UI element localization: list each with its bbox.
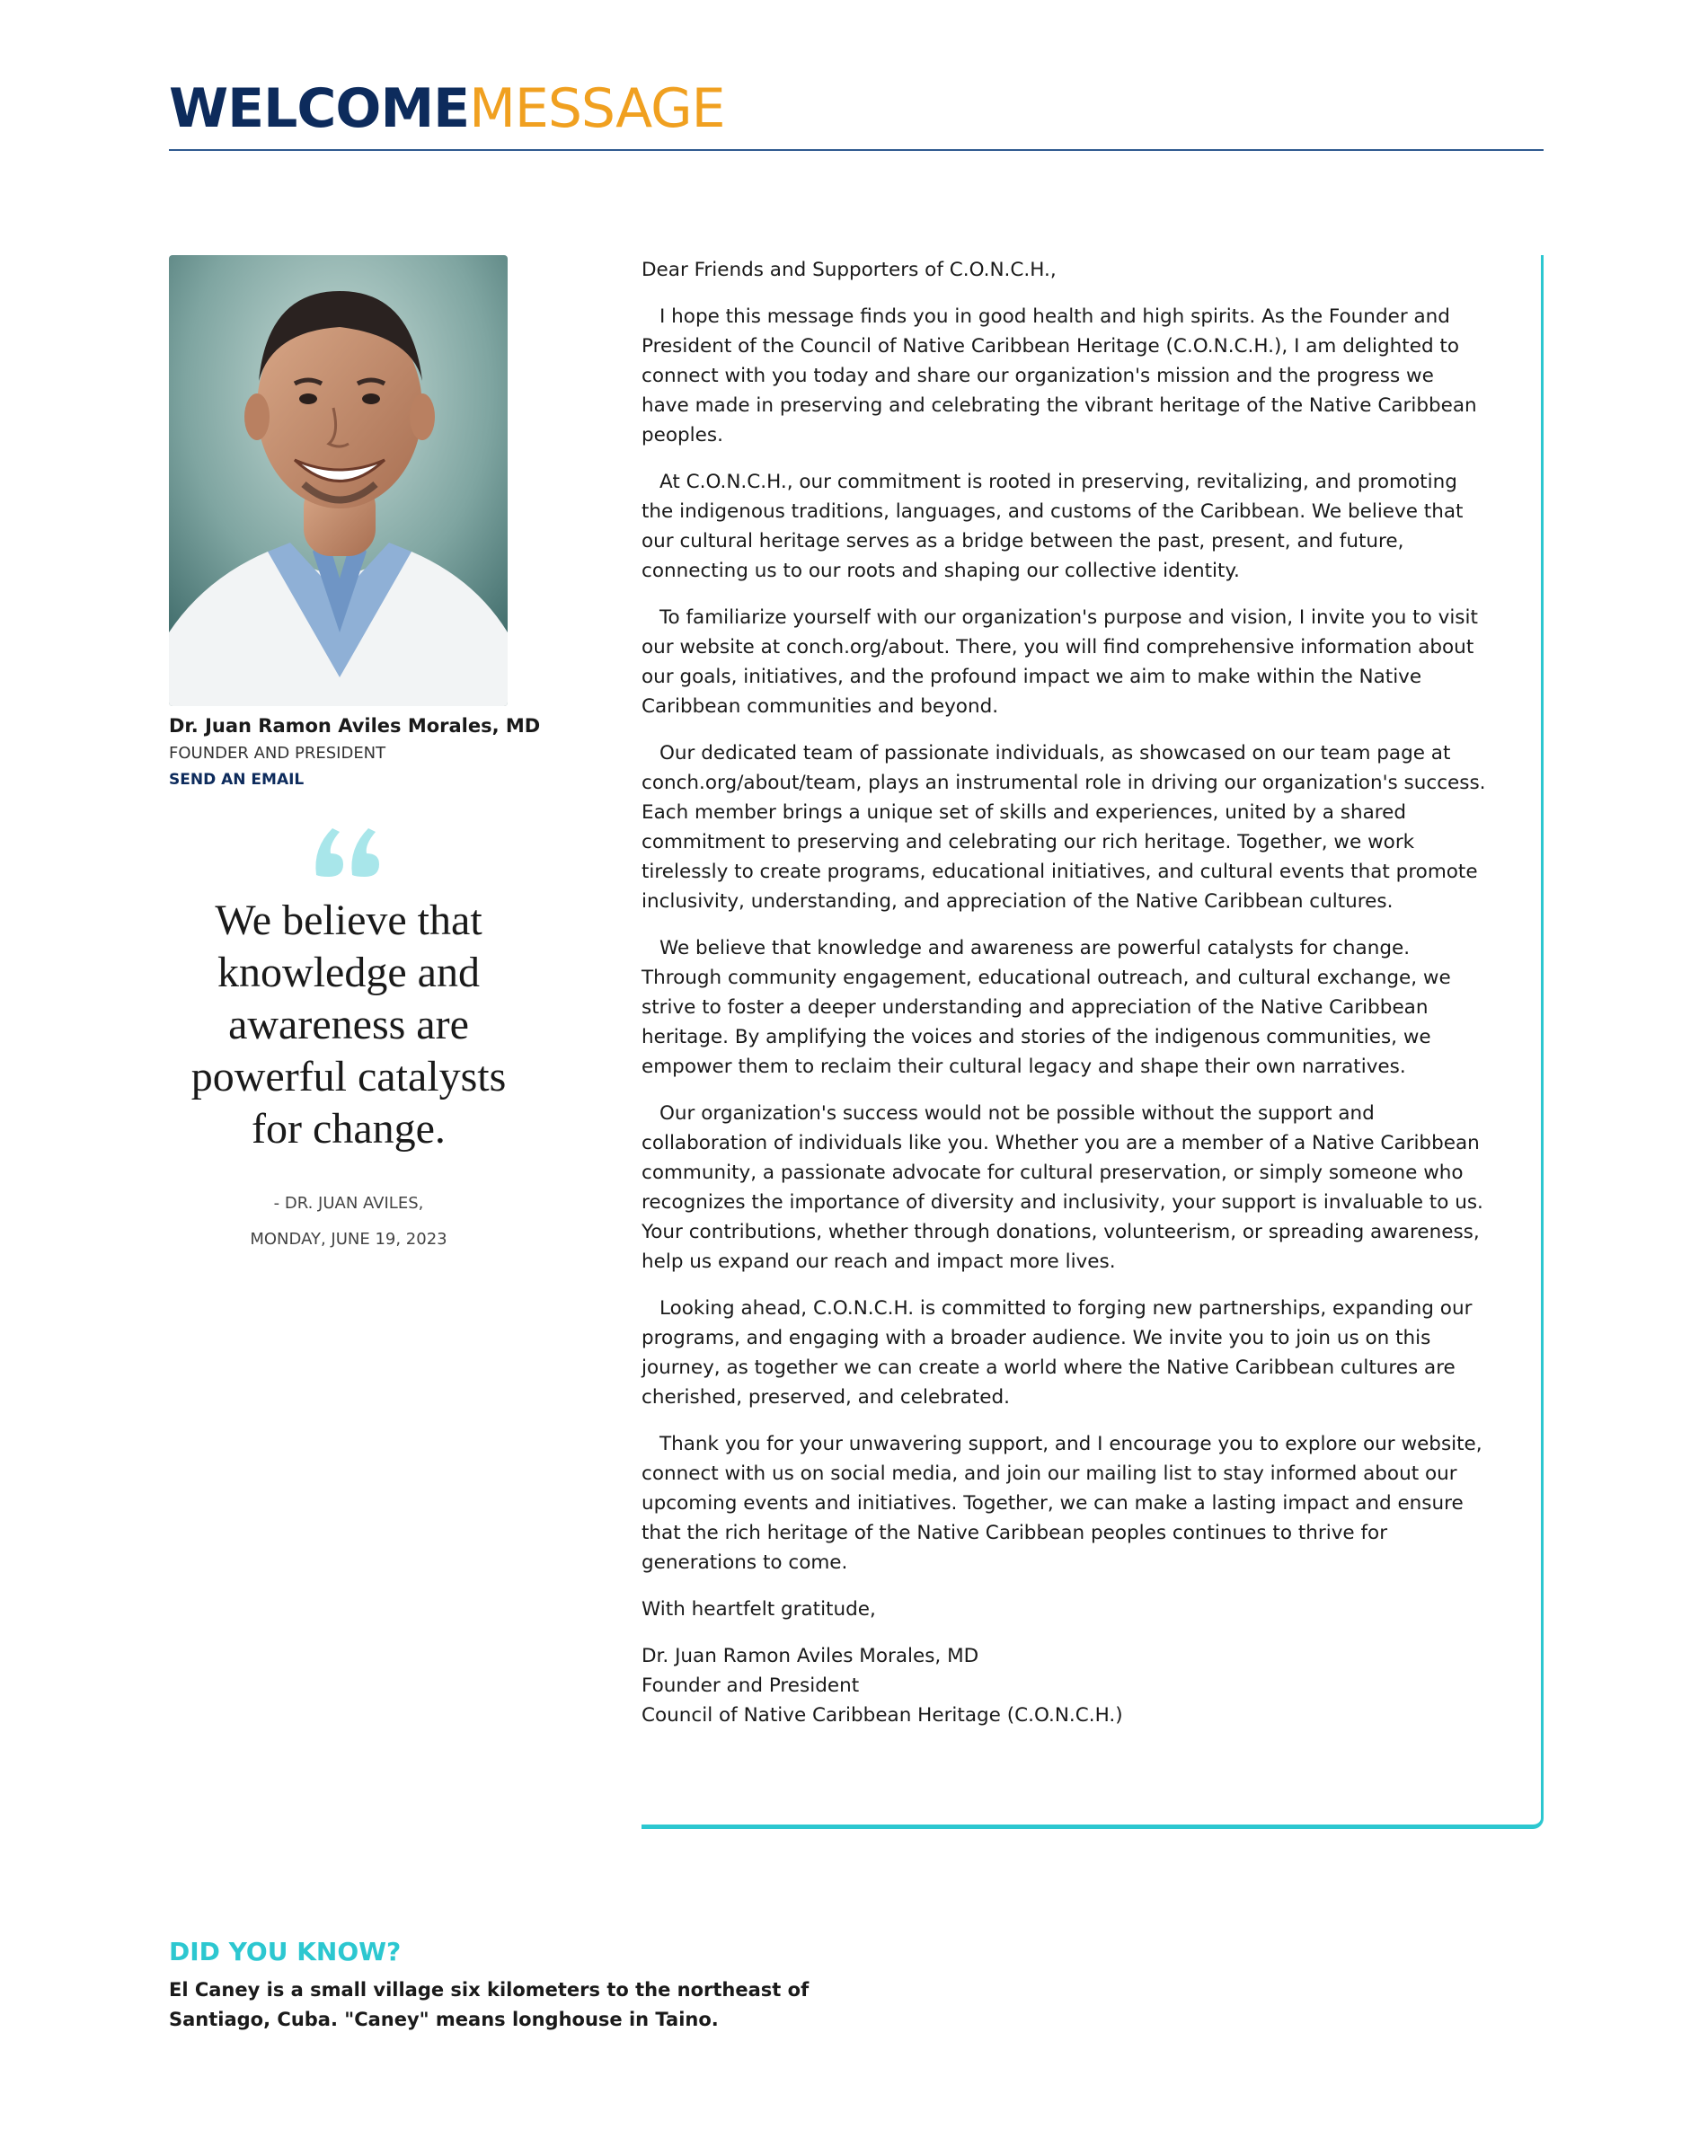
page-header xyxy=(169,74,1544,151)
quote-attribution xyxy=(169,1186,528,1258)
profile-name: Dr. Juan Ramon Aviles Morales, MD xyxy=(169,715,541,737)
signature-title: Founder and President xyxy=(642,1674,860,1697)
title-divider xyxy=(169,149,1544,151)
letter-body xyxy=(642,255,1486,1730)
send-email-link[interactable]: SEND AN EMAIL xyxy=(169,771,305,789)
signature-name: Dr. Juan Ramon Aviles Morales, MD xyxy=(642,1645,979,1667)
letter-paragraph: Our dedicated team of passionate individuals, as showcased on our team page at conch.org/about/team, plays an instrumental role in driving our organization's success. Each member brings a unique set of skills and experiences, united by a shared commitment to preserving and celebrating our rich heritage. Together, we work tirelessly to create programs, educational initiatives, and cultural events that promote inclusivity, understanding, and appreciation of the Native Caribbean cultures. xyxy=(642,742,1486,913)
title-bold: WELCOME xyxy=(169,77,470,140)
letter-paragraph: Thank you for your unwavering support, and I encourage you to explore our website, connect with us on social media, and join our mailing list to stay informed about our upcoming events and initiatives. Together, we can make a lasting impact and ensure that the rich heritage of the Native Caribbean peoples continues to thrive for generations to come. xyxy=(642,1433,1482,1574)
letter-paragraph: At C.O.N.C.H., our commitment is rooted in preserving, revitalizing, and promoting the indigenous traditions, languages, and customs of the Caribbean. We believe that our cultural heritage serves as a bridge between the past, present, and future, connecting us to our roots and shaping our collective identity. xyxy=(642,471,1464,582)
letter-salutation: Dear Friends and Supporters of C.O.N.C.H., xyxy=(642,259,1057,281)
page-title xyxy=(169,74,1544,144)
letter-paragraph: We believe that knowledge and awareness are powerful catalysts for change. Through community engagement, educational outreach, and cultural exchange, we strive to foster a deeper understanding and appreciation of the Native Caribbean heritage. By amplifying the voices and stories of the indigenous communities, we empower them to reclaim their cultural legacy and shape their own narratives. xyxy=(642,937,1451,1078)
signature-org: Council of Native Caribbean Heritage (C.O.N.C.H.) xyxy=(642,1704,1123,1727)
quote-date: MONDAY, JUNE 19, 2023 xyxy=(250,1230,447,1249)
did-you-know xyxy=(169,1937,816,2035)
quote-author: - DR. JUAN AVILES, xyxy=(273,1194,424,1213)
did-you-know-title: DID YOU KNOW? xyxy=(169,1937,402,1966)
title-light: MESSAGE xyxy=(469,77,725,140)
letter-paragraph: I hope this message finds you in good health and high spirits. As the Founder and President of the Council of Native Caribbean Heritage (C.O.N.C.H.), I am delighted to connect with you today and share our organization's mission and the progress we have made in preserving and celebrating the vibrant heritage of the Native Caribbean peoples. xyxy=(642,305,1477,446)
letter-closing: With heartfelt gratitude, xyxy=(642,1598,876,1621)
profile-role: FOUNDER AND PRESIDENT xyxy=(169,744,386,763)
letter-signature xyxy=(642,1641,1486,1730)
open-quote-icon xyxy=(169,821,528,882)
letter-paragraph: Our organization's success would not be possible without the support and collaboration of individuals like you. Whether you are a member of a Native Caribbean community, a passionate advocate for cultural preservation, or simply someone who recognizes the importance of diversity and inclusivity, your support is invaluable to us. Your contributions, whether through donations, volunteerism, or spreading awareness, help us expand our reach and impact more lives. xyxy=(642,1102,1483,1273)
profile-column xyxy=(169,255,541,1258)
did-you-know-text: El Caney is a small village six kilometers to the northeast of Santiago, Cuba. "Caney" means longhouse in Taino. xyxy=(169,1979,810,2030)
letter-paragraph: Looking ahead, C.O.N.C.H. is committed to forging new partnerships, expanding our programs, and engaging with a broader audience. We invite you to join us on this journey, as together we can create a world where the Native Caribbean cultures are cherished, preserved, and celebrated. xyxy=(642,1297,1473,1409)
pull-quote: We believe that knowledge and awareness are powerful catalysts for change. xyxy=(190,897,507,1153)
portrait-photo xyxy=(169,255,508,706)
welcome-letter xyxy=(642,255,1544,1829)
letter-paragraph: To familiarize yourself with our organization's purpose and vision, I invite you to visit our website at conch.org/about. There, you will find comprehensive information about our goals, initiatives, and the profound impact we aim to make within the Native Caribbean communities and beyond. xyxy=(642,606,1478,718)
